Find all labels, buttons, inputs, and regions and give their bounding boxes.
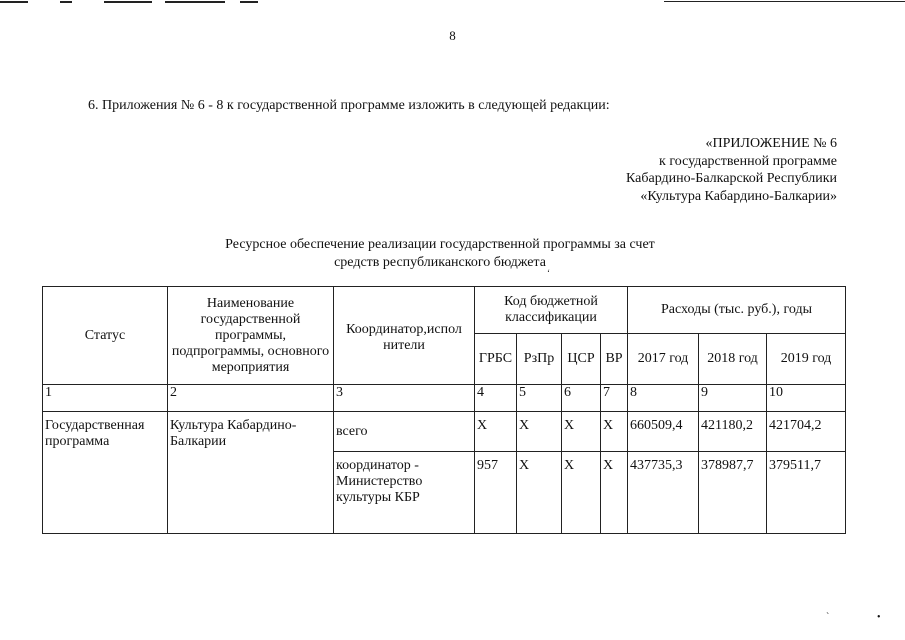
intro-paragraph: 6. Приложения № 6 - 8 к государственной программе изложить в следующей редакции: [88, 98, 610, 113]
header-status: Статус [43, 287, 168, 385]
column-number: 6 [562, 385, 601, 412]
scan-mark: ˋ [826, 612, 830, 623]
grbs-cell: Х [475, 412, 517, 452]
header-expenses: Расходы (тыс. руб.), годы [628, 287, 846, 334]
csr-cell: Х [562, 452, 601, 534]
scan-artifact-top [0, 0, 905, 6]
column-number: 1 [43, 385, 168, 412]
table-title-line: Ресурсное обеспечение реализации государственной программы за счет [225, 237, 655, 252]
header-year-2017: 2017 год [628, 334, 699, 385]
column-number: 2 [168, 385, 334, 412]
column-number: 5 [517, 385, 562, 412]
program-name: Культура Кабардино-Балкарии [168, 412, 334, 534]
expense-2017-cell: 437735,3 [628, 452, 699, 534]
header-grbs: ГРБС [475, 334, 517, 385]
page-number: 8 [449, 28, 456, 43]
table-title [150, 236, 730, 271]
expense-2018-cell: 378987,7 [699, 452, 767, 534]
rzpr-cell: Х [517, 452, 562, 534]
column-number: 9 [699, 385, 767, 412]
appendix-line: Кабардино-Балкарской Республики [626, 171, 837, 186]
program-status: Государственная программа [43, 412, 168, 534]
appendix-line: «Культура Кабардино-Балкарии» [640, 188, 837, 204]
header-rzpr: РзПр [517, 334, 562, 385]
appendix-line: к государственной программе [659, 153, 837, 169]
grbs-cell: 957 [475, 452, 517, 534]
appendix-header [626, 135, 837, 205]
header-vr: ВР [601, 334, 628, 385]
header-coordinator: Координатор,испол нители [334, 287, 475, 385]
table-row [43, 412, 846, 452]
expense-2019-cell: 421704,2 [767, 412, 846, 452]
coordinator-cell: всего [334, 412, 475, 452]
expense-2017-cell: 660509,4 [628, 412, 699, 452]
vr-cell: Х [601, 452, 628, 534]
appendix-line: «ПРИЛОЖЕНИЕ № 6 [705, 136, 837, 151]
column-number: 7 [601, 385, 628, 412]
column-number: 8 [628, 385, 699, 412]
column-number: 10 [767, 385, 846, 412]
header-year-2019: 2019 год [767, 334, 846, 385]
csr-cell: Х [562, 412, 601, 452]
scan-mark: ʻ [547, 268, 550, 278]
header-name: Наименование государственной программы, подпрограммы, основного мероприятия [168, 287, 334, 385]
expense-2018-cell: 421180,2 [699, 412, 767, 452]
header-year-2018: 2018 год [699, 334, 767, 385]
coordinator-cell: координатор - Министерство культуры КБР [334, 452, 475, 534]
header-csr: ЦСР [562, 334, 601, 385]
vr-cell: Х [601, 412, 628, 452]
rzpr-cell: Х [517, 412, 562, 452]
column-number: 4 [475, 385, 517, 412]
header-budget-code: Код бюджетной классификации [475, 287, 628, 334]
table-title-line: средств республиканского бюджета [334, 254, 546, 270]
column-number-row [43, 385, 846, 412]
expense-2019-cell: 379511,7 [767, 452, 846, 534]
column-number: 3 [334, 385, 475, 412]
scan-mark: • [877, 612, 881, 623]
budget-table [42, 286, 846, 534]
